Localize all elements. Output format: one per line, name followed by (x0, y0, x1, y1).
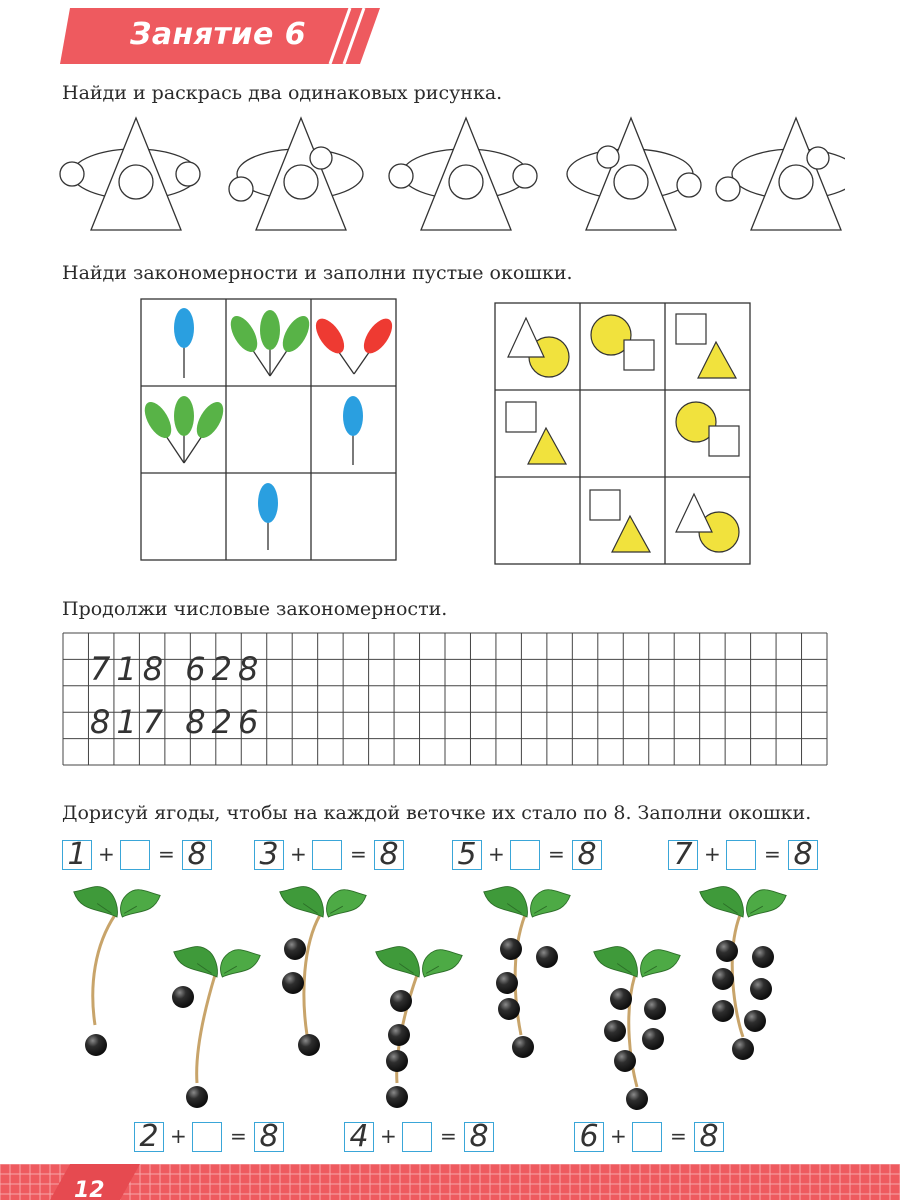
eq1-addend: 1 (62, 840, 92, 870)
eq4-answer-box[interactable] (402, 1122, 432, 1152)
figure-1 (60, 118, 200, 230)
figure-4 (567, 118, 701, 230)
blue-leaf-cell-r2c3 (343, 396, 363, 465)
eq5-answer-box[interactable] (510, 840, 540, 870)
eq6-addend: 6 (574, 1122, 604, 1152)
branch-6 (594, 947, 680, 1110)
square-triangle-cell-r3c2 (590, 490, 650, 552)
number-sequence-row2: 817 826 (90, 703, 265, 741)
eq5-addend: 5 (452, 840, 482, 870)
equation-4: 4 + = 8 (344, 1122, 504, 1158)
green-leaves-cell-r2c1 (140, 396, 229, 463)
task1-instruction: Найди и раскрась два одинаковых рисунка. (62, 82, 503, 104)
task4-instruction: Дорисуй ягоды, чтобы на каждой веточке их стало по 8. Заполни окошки. (62, 802, 812, 824)
page-number: 12 (74, 1178, 105, 1203)
equation-3: 3 + = 8 (254, 840, 414, 876)
task2-instruction: Найди закономерности и заполни пустые окошки. (62, 262, 573, 284)
eq2-answer-box[interactable] (192, 1122, 222, 1152)
branch-4 (376, 947, 462, 1108)
equation-6: 6 + = 8 (574, 1122, 734, 1158)
green-leaves-cell-r1c2 (225, 310, 314, 376)
eq2-addend: 2 (134, 1122, 164, 1152)
square-triangle-cell-r1c3 (676, 314, 736, 378)
equation-1: 1 + = 8 (62, 840, 222, 876)
eq4-addend: 4 (344, 1122, 374, 1152)
circle-square-cell-r2c3 (676, 402, 739, 456)
eq6-result: 8 (694, 1122, 724, 1152)
red-leaves-cell-r1c3 (310, 314, 397, 374)
eq6-answer-box[interactable] (632, 1122, 662, 1152)
eq1-answer-box[interactable] (120, 840, 150, 870)
blue-leaf-cell-r3c2 (258, 483, 278, 550)
lesson-title: Занятие 6 (130, 17, 307, 52)
eq4-result: 8 (464, 1122, 494, 1152)
equation-5: 5 + = 8 (452, 840, 612, 876)
number-sequence-row1: 718 628 (90, 650, 265, 688)
task3-instruction: Продолжи числовые закономерности. (62, 598, 448, 620)
eq7-answer-box[interactable] (726, 840, 756, 870)
footer-band (0, 1164, 900, 1200)
branch-5 (484, 887, 570, 1058)
branch-7 (700, 887, 786, 1060)
eq1-result: 8 (182, 840, 212, 870)
figure-3 (389, 118, 537, 230)
equation-2: 2 + = 8 (134, 1122, 294, 1158)
leaves-pattern-grid (140, 298, 398, 562)
eq3-addend: 3 (254, 840, 284, 870)
eq7-addend: 7 (668, 840, 698, 870)
eq5-result: 8 (572, 840, 602, 870)
shapes-pattern-grid (494, 302, 752, 566)
eq7-result: 8 (788, 840, 818, 870)
blue-leaf-cell-r1c1 (174, 308, 194, 378)
eq3-result: 8 (374, 840, 404, 870)
eq3-answer-box[interactable] (312, 840, 342, 870)
branch-3 (280, 887, 366, 1056)
branch-2 (172, 947, 260, 1108)
square-triangle-cell-r2c1 (506, 402, 566, 464)
branch-1 (74, 887, 160, 1056)
figure-5 (716, 118, 845, 230)
triangle-circle-cell-r3c3 (676, 494, 739, 552)
triangle-circle-cell-r1c1 (508, 318, 569, 377)
circle-square-cell-r1c2 (591, 315, 654, 370)
figure-2 (229, 118, 363, 230)
identical-figures-row (55, 112, 845, 237)
berry-branches (55, 875, 835, 1115)
eq2-result: 8 (254, 1122, 284, 1152)
equation-7: 7 + = 8 (668, 840, 828, 876)
